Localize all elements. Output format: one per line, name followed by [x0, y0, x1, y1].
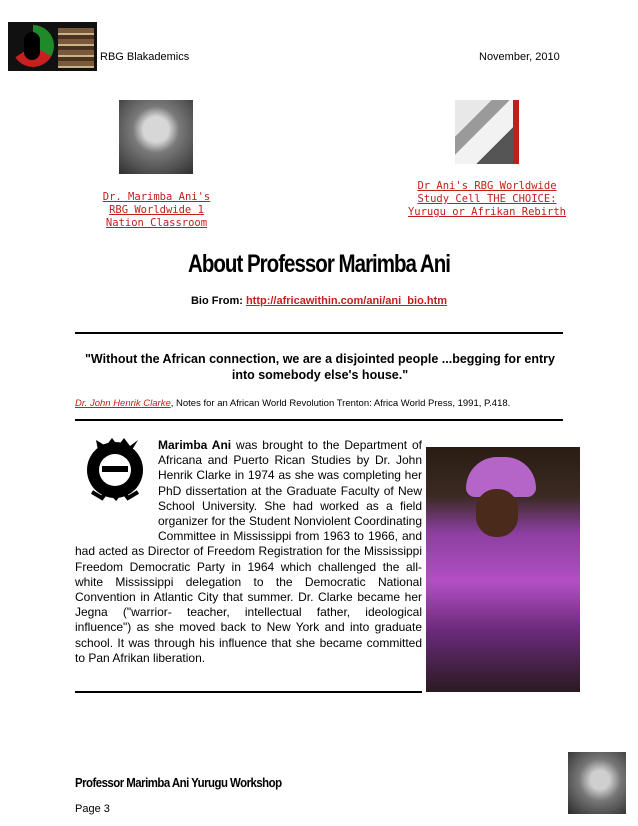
rbg-logo: [8, 22, 97, 71]
divider: [75, 691, 422, 693]
bio-link[interactable]: http://africawithin.com/ani/ani_bio.htm: [245, 295, 448, 307]
marimba-ani-portrait[interactable]: [119, 100, 193, 174]
divider: [75, 332, 563, 334]
citation: [75, 398, 575, 409]
subject-name: Marimba Ani: [158, 438, 232, 452]
study-cell-link[interactable]: Dr Ani's RBG Worldwide Study Cell THE CHOICE: Yurugu or Afrikan Rebirth: [407, 180, 567, 218]
footer-title: Professor Marimba Ani Yurugu Workshop: [75, 775, 282, 790]
adinkra-symbol-icon: [82, 432, 148, 504]
header-date: November, 2010: [479, 51, 560, 63]
footer-portrait: [568, 752, 626, 814]
bio-source: [40, 295, 598, 307]
marimba-ani-speaking-photo: [426, 447, 580, 692]
citation-source: , Notes for an African World Revolution Trenton: Africa World Press, 1991, P.418.: [170, 398, 511, 409]
page-title: About Professor Marimba Ani: [188, 250, 450, 278]
classroom-link[interactable]: Dr. Marimba Ani's RBG Worldwide 1 Nation Classroom: [102, 191, 211, 229]
citation-author-link[interactable]: Dr. John Henrik Clarke: [75, 398, 171, 409]
books-icon: [58, 28, 94, 68]
site-name: RBG Blakademics: [100, 51, 190, 63]
the-choice-book-cover[interactable]: [455, 100, 519, 164]
page-number: Page 3: [75, 803, 110, 815]
divider: [75, 419, 563, 421]
ant-icon: [24, 32, 40, 60]
speaker-face: [476, 489, 518, 537]
biography-text: was brought to the Department of Africana and Puerto Rican Studies by Dr. John Henrik Clarke in 1974 as she was completing her PhD dissertation at the Graduate Faculty of New School University. She had worked as a field organizer for the Student Nonviolent Coordinating Committee in Mississippi from 1963 to 1966, and had acted as Director of Freedom Registration for the Mississippi Freedom Democratic Party in 1964 which challenged the all-white Mississippi delegation to the Democratic National Convention in Atlantic City that summer. Dr. Clarke became her Jegna ("warrior- teacher, intellectual father, ideological influence") as she moved back to New York and into graduate school. It was through his influence that she became committed to Pan Afrikan liberation.: [75, 438, 422, 665]
quote: "Without the African connection, we are a disjointed people ...begging for entry into somebody else's house.": [85, 352, 555, 382]
bio-label: Bio From:: [190, 295, 246, 307]
